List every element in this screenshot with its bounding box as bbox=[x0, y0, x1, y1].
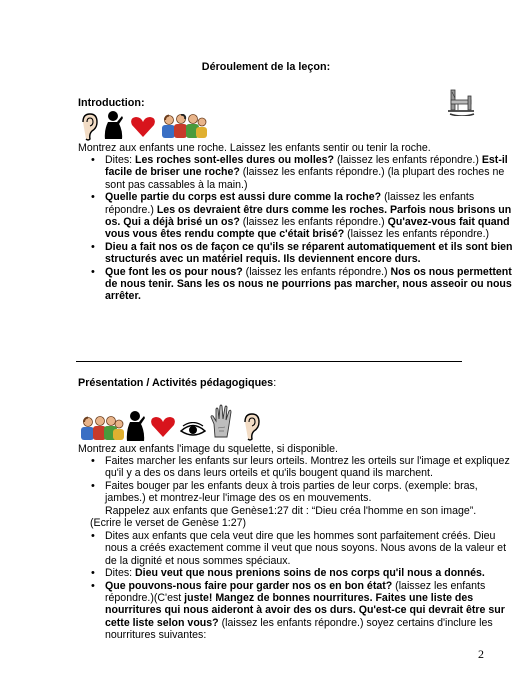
text: (laissez les enfants répondre.) bbox=[239, 216, 388, 229]
text: (laissez les enfants répondre.)(C'est bbox=[105, 579, 486, 605]
lesson-title: Déroulement de la leçon: bbox=[201, 61, 331, 73]
section-divider bbox=[76, 361, 462, 362]
list-item bbox=[105, 241, 519, 266]
text: (laissez les enfants répondre.) bbox=[105, 191, 475, 216]
list-item bbox=[105, 480, 519, 505]
heart-icon bbox=[150, 416, 176, 438]
bold-text: Nos os nous permettent de nous tenir. Sans les os nous ne pourrions pas marcher, nous asseoir ou nous arrêter. bbox=[105, 265, 512, 303]
bold-text: Les os devraient être durs comme les roches. Parfois nous brisons un os. Qui a déjà brisé un os? bbox=[105, 203, 512, 229]
intro-lead: Montrez aux enfants une roche. Laissez les enfants sentir ou tenir la roche. bbox=[78, 142, 431, 154]
bold-text: Est-il facile de briser une roche? bbox=[105, 154, 508, 179]
presentation-lead: Montrez aux enfants l'image du squelette, si disponible. bbox=[78, 443, 338, 455]
page-number: 2 bbox=[478, 647, 484, 661]
intro-heading: Introduction: bbox=[78, 97, 145, 109]
text: Faites bouger par les enfants deux à trois parties de leur corps. (exemple: bras, jambes.) et montrez-leur l'image des os en mouvements. bbox=[105, 479, 478, 505]
ear-icon bbox=[241, 412, 261, 442]
text: Dites aux enfants que cela veut dire que les hommes sont parfaitement créés. Dieu nous a créés exactement comme il veut que nous soyons. Nous avons de la valeur et de la dignité et nous sommes spéciaux. bbox=[105, 530, 507, 567]
text: Dites: bbox=[105, 567, 136, 580]
praying-child-icon bbox=[124, 410, 148, 442]
text: (laissez les enfants répondre.) (la plupart des roches ne sont pas cassables à la main.) bbox=[105, 166, 505, 191]
list-item bbox=[105, 530, 519, 567]
intro-bullet-list bbox=[78, 154, 519, 303]
children-group-icon bbox=[79, 416, 125, 442]
heart-icon bbox=[130, 116, 156, 138]
bold-text: Que pouvons-nous faire pour garder nos os en bon état? bbox=[105, 579, 393, 592]
presentation-heading bbox=[78, 377, 276, 389]
text: Dites: bbox=[105, 154, 136, 166]
list-item bbox=[105, 580, 519, 642]
praying-child-icon bbox=[102, 110, 126, 140]
list-item bbox=[105, 266, 519, 303]
ear-icon bbox=[79, 112, 99, 142]
bold-text: Que font les os pour nous? bbox=[105, 265, 243, 278]
text: (laissez les enfants répondre.) soyez certains d'inclure les nourritures suivantes: bbox=[105, 616, 493, 642]
children-group-icon bbox=[160, 114, 208, 140]
presentation-bullet-list bbox=[78, 455, 519, 505]
text: Faites marcher les enfants sur leurs orteils. Montrez les orteils sur l'image et expliquez qu'il y a des os dans leurs orteils et qu'ils bougent quand ils marchent. bbox=[105, 455, 510, 480]
list-item bbox=[105, 191, 519, 241]
verse-reminder: Rappelez aux enfants que Genèse1:27 dit : “Dieu créa l'homme en son image”. bbox=[105, 505, 477, 517]
presentation-bullet-list-2 bbox=[78, 530, 519, 642]
eye-icon bbox=[180, 422, 206, 438]
bold-text: Dieu veut que nous prenions soins de nos corps qu'il nous a donnés. bbox=[135, 567, 485, 580]
list-item bbox=[105, 455, 519, 480]
list-item bbox=[105, 154, 519, 191]
rocking-chair-icon bbox=[446, 88, 478, 116]
text: (laissez les enfants répondre.) bbox=[242, 265, 391, 278]
text: (laissez les enfants répondre.) bbox=[334, 154, 482, 166]
verse-note: (Ecrire le verset de Genèse 1:27) bbox=[90, 517, 247, 529]
bold-text: Quelle partie du corps est aussi dure comme la roche? bbox=[105, 191, 382, 204]
presentation-heading-text: Présentation / Activités pédagogiques bbox=[78, 377, 274, 389]
hand-icon bbox=[209, 404, 235, 438]
presentation-heading-colon: : bbox=[273, 377, 277, 389]
text: (laissez les enfants répondre.) bbox=[344, 228, 490, 241]
bold-text: Les roches sont-elles dures ou molles? bbox=[135, 154, 335, 166]
list-item bbox=[105, 567, 519, 579]
bold-text: Qu'avez-vous fait quand vous vous êtes rendu compte que c'était brisé? bbox=[105, 216, 510, 241]
bold-text: juste! Mangez de bonnes nourritures. Faites une liste des nourritures qui nous aideront à avoir des os durs. Qu'est-ce qui devrait être sur cette liste selon vous? bbox=[105, 592, 505, 629]
bold-text: Dieu a fait nos os de façon ce qu'ils se réparent automatiquement et ils sont bien structurés avec un matériel requis. Ils deviennent encore durs. bbox=[105, 240, 513, 266]
